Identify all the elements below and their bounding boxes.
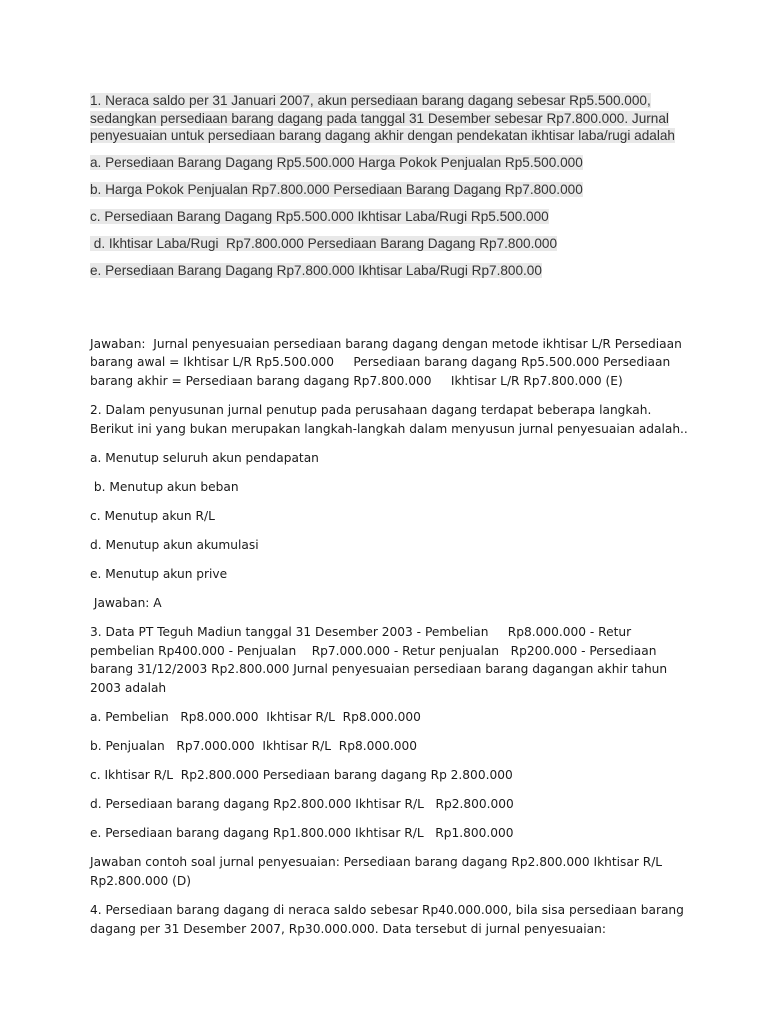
question-1-highlight: 1. Neraca saldo per 31 Januari 2007, akun persediaan barang dagang sebesar Rp5.500.000, sedangkan persediaan barang dagang pada tanggal 31 Desember sebesar Rp7.800.000. Jurnal penyesuaian untuk persediaan barang dagang akhir dengan pendekatan ikhtisar laba/rugi adalah	[90, 93, 675, 143]
option-text: b. Harga Pokok Penjualan Rp7.800.000 Persediaan Barang Dagang Rp7.800.000	[90, 181, 583, 197]
question-2-option-a: a. Menutup seluruh akun pendapatan	[90, 451, 319, 465]
document-page	[90, 92, 690, 949]
question-2-option-c: c. Menutup akun R/L	[90, 509, 215, 523]
question-3-option-a: a. Pembelian Rp8.000.000 Ikhtisar R/L Rp8.000.000	[90, 710, 421, 724]
question-2-answer: Jawaban: A	[90, 596, 162, 610]
question-1-block	[90, 92, 690, 280]
question-1-answer: Jawaban: Jurnal penyesuaian persediaan barang dagang dengan metode ikhtisar L/R Persediaan barang awal = Ikhtisar L/R Rp5.500.000 Persediaan barang dagang Rp5.500.000 Persediaan barang akhir = Persediaan barang dagang Rp7.800.000 Ikhtisar L/R Rp7.800.000 (E)	[90, 336, 686, 388]
question-3-option-b: b. Penjualan Rp7.000.000 Ikhtisar R/L Rp8.000.000	[90, 739, 417, 753]
question-1-option-c	[90, 208, 690, 226]
question-1-option-a	[90, 154, 690, 172]
option-text: a. Persediaan Barang Dagang Rp5.500.000 Harga Pokok Penjualan Rp5.500.000	[90, 154, 583, 170]
option-text: d. Ikhtisar Laba/Rugi Rp7.800.000 Persediaan Barang Dagang Rp7.800.000	[90, 235, 558, 251]
question-2-option-e: e. Menutup akun prive	[90, 567, 228, 581]
question-2-text: 2. Dalam penyusunan jurnal penutup pada perusahaan dagang terdapat beberapa langkah. Berikut ini yang bukan merupakan langkah-langkah dalam menyusun jurnal penyesuaian adalah..	[90, 403, 688, 436]
option-text: c. Persediaan Barang Dagang Rp5.500.000 Ikhtisar Laba/Rugi Rp5.500.000	[90, 208, 549, 224]
question-3-option-c: c. Ikhtisar R/L Rp2.800.000 Persediaan barang dagang Rp 2.800.000	[90, 768, 513, 782]
option-text: e. Persediaan Barang Dagang Rp7.800.000 Ikhtisar Laba/Rugi Rp7.800.00	[90, 262, 542, 278]
question-2-option-d: d. Menutup akun akumulasi	[90, 538, 259, 552]
question-3-text: 3. Data PT Teguh Madiun tanggal 31 Desember 2003 - Pembelian Rp8.000.000 - Retur pembelian Rp400.000 - Penjualan Rp7.000.000 - Retur penjualan Rp200.000 - Persediaan barang 31/12/2003 Rp2.800.000 Jurnal penyesuaian persediaan barang dagangan akhir tahun 2003 adalah	[90, 625, 671, 695]
question-1-option-e	[90, 262, 690, 280]
question-3-option-d: d. Persediaan barang dagang Rp2.800.000 Ikhtisar R/L Rp2.800.000	[90, 797, 514, 811]
answers-section	[90, 335, 690, 939]
question-1-option-b	[90, 181, 690, 199]
question-4-text: 4. Persediaan barang dagang di neraca saldo sebesar Rp40.000.000, bila sisa persediaan barang dagang per 31 Desember 2007, Rp30.000.000. Data tersebut di jurnal penyesuaian:	[90, 903, 684, 936]
question-1-text	[90, 92, 690, 145]
question-1-option-d	[90, 235, 690, 253]
question-2-option-b: b. Menutup akun beban	[90, 480, 239, 494]
question-3-answer: Jawaban contoh soal jurnal penyesuaian: Persediaan barang dagang Rp2.800.000 Ikhtisar R/L Rp2.800.000 (D)	[90, 855, 663, 888]
section-spacer	[90, 289, 690, 335]
question-3-option-e: e. Persediaan barang dagang Rp1.800.000 Ikhtisar R/L Rp1.800.000	[90, 826, 514, 840]
